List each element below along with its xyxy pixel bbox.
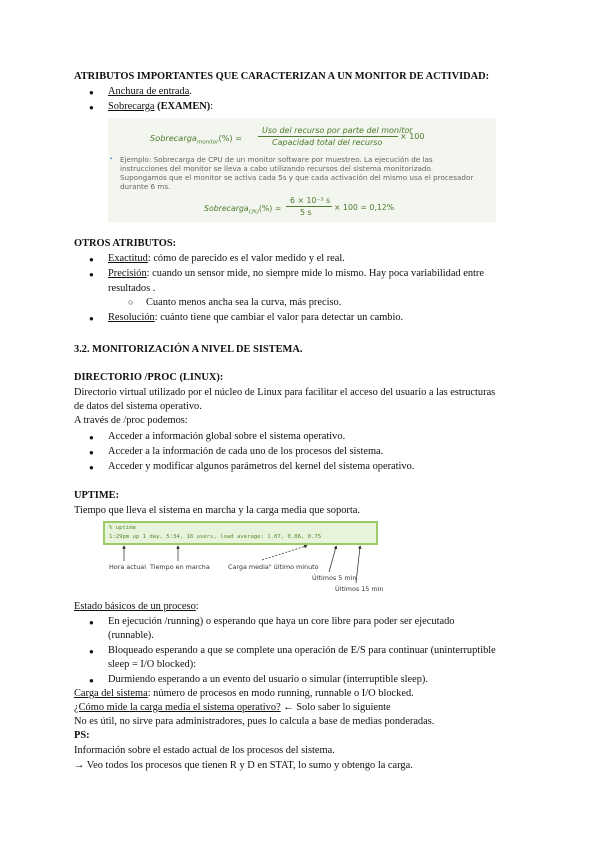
circle-bullet-icon: ○: [128, 297, 134, 307]
bullet-icon: ●: [89, 88, 94, 97]
ps-line: Información sobre el estado actual de los procesos del sistema.: [74, 745, 335, 756]
bullet-icon: ●: [89, 463, 94, 472]
arrow-carga: [262, 546, 306, 560]
terminal-prompt: % uptime: [109, 525, 136, 531]
bullet-icon: ●: [89, 103, 94, 112]
bullet-icon: ●: [89, 255, 94, 264]
caption-ultimos-15: Últimos 15 min: [335, 585, 384, 593]
examen-label: (EXAMEN): [157, 101, 211, 112]
list-item: Durmiendo esperando a un evento del usuario o simular (interruptible sleep).: [108, 674, 428, 685]
list-item: Acceder a la información de cada uno de los procesos del sistema.: [108, 446, 384, 457]
proc-paragraph-line: Directorio virtual utilizado por el núcleo de Linux para facilitar el acceso del usuario a las estructuras: [74, 387, 496, 398]
bullet-icon: ●: [89, 448, 94, 457]
caption-tiempo-en-marcha: Tiempo en marcha: [150, 563, 210, 571]
caption-carga-media: Carga media" último minuto: [228, 563, 319, 571]
caption-hora-actual: Hora actual: [109, 563, 146, 571]
section-heading-attributes: ATRIBUTOS IMPORTANTES QUE CARACTERIZAN A UN MONITOR DE ACTIVIDAD:: [74, 71, 490, 82]
bullet-icon: ●: [89, 647, 94, 656]
section-heading-ps: PS:: [74, 730, 90, 741]
bullet-icon: ●: [89, 618, 94, 627]
list-item: Sobrecarga (EXAMEN):: [108, 101, 214, 112]
formula-lhs: Sobrecarga$_{monitor}$(%) =: [150, 133, 243, 146]
bullet-icon: •: [110, 155, 113, 163]
uptime-description: Tiempo que lleva el sistema en marcha y la carga media que soporta.: [74, 505, 360, 516]
list-item: Anchura de entrada.: [108, 86, 192, 97]
section-heading-3-2: 3.2. MONITORIZACIÓN A NIVEL DE SISTEMA.: [74, 344, 303, 355]
arrow-5min: [329, 547, 336, 572]
estados-heading: Estado básicos de un proceso:: [74, 601, 199, 612]
no-util-line: No es útil, no sirve para administradores, pues lo calcula a base de medias ponderadas.: [74, 716, 435, 727]
ps-line: → Veo todos los procesos que tienen R y D en STAT, lo sumo y obtengo la carga.: [74, 760, 413, 771]
example-line: Ejemplo: Sobrecarga de CPU de un monitor software por muestreo. La ejecución de las: [120, 155, 433, 164]
section-heading-other: OTROS ATRIBUTOS:: [74, 238, 177, 249]
list-item-continuation: sleep = I/O blocked):: [108, 659, 197, 670]
sobrecarga-term: Sobrecarga: [108, 101, 155, 112]
list-item: Acceder a información global sobre el sistema operativo.: [108, 431, 346, 442]
sub-list-item: Cuanto menos ancha sea la curva, más preciso.: [146, 297, 342, 308]
como-mide-line: ¿Cómo mide la carga media el sistema operativo? ← Solo saber lo siguiente: [74, 702, 391, 713]
list-item: En ejecución /running) o esperando que haya un core libre para poder ser ejecutado: [108, 616, 455, 627]
example-line: durante 6 ms.: [120, 182, 171, 191]
terminal-output: 1:29pm up 1 day, 5:34, 18 users, load average: 1.07, 0.86, 0.75: [109, 534, 322, 540]
example-numerator: 6 × 10⁻³ s: [290, 196, 331, 205]
list-item: Exactitud: cómo de parecido es el valor medido y el real.: [108, 253, 345, 264]
anchura-term: Anchura de entrada: [108, 86, 190, 97]
caption-ultimos-5: Últimos 5 min: [312, 574, 357, 582]
formula-numerator: Uso del recurso por parte del monitor: [262, 126, 413, 135]
list-item-continuation: (runnable).: [108, 630, 154, 641]
example-line: Supongamos que el monitor se activa cada 5s y que cada activación del mismo usa el procesador: [120, 173, 474, 182]
bullet-icon: ●: [89, 433, 94, 442]
example-denominator: 5 s: [300, 208, 312, 217]
section-heading-uptime: UPTIME:: [74, 490, 120, 501]
example-lhs: Sobrecarga$_{CPU}$(%) =: [204, 204, 282, 216]
example-result: × 100 = 0,12%: [334, 203, 395, 212]
list-item: Precisión: cuando un sensor mide, no siempre mide lo mismo. Hay poca variabilidad entre: [108, 268, 484, 279]
formula-times100: × 100: [400, 132, 425, 141]
bullet-icon: ●: [89, 676, 94, 685]
section-heading-proc: DIRECTORIO /PROC (LINUX):: [74, 372, 224, 383]
formula-denominator: Capacidad total del recurso: [272, 138, 383, 147]
list-item: Bloqueado esperando a que se complete una operación de E/S para continuar (uninterruptible: [108, 645, 496, 656]
carga-sistema-line: Carga del sistema: número de procesos en modo running, runnable o I/O blocked.: [74, 688, 414, 699]
proc-paragraph-line: de datos del sistema operativo.: [74, 401, 202, 412]
list-item: Resolución: cuánto tiene que cambiar el valor para detectar un cambio.: [108, 312, 404, 323]
proc-paragraph-line: A través de /proc podemos:: [74, 415, 188, 426]
example-line: instrucciones del monitor se lleva a cabo utilizando recursos del sistema monitorizado.: [120, 164, 433, 173]
bullet-icon: ●: [89, 314, 94, 323]
list-item: Acceder y modificar algunos parámetros del kernel del sistema operativo.: [108, 461, 415, 472]
bullet-icon: ●: [89, 270, 94, 279]
arrow-15min: [356, 547, 360, 583]
list-item-continuation: resultados .: [108, 283, 156, 294]
